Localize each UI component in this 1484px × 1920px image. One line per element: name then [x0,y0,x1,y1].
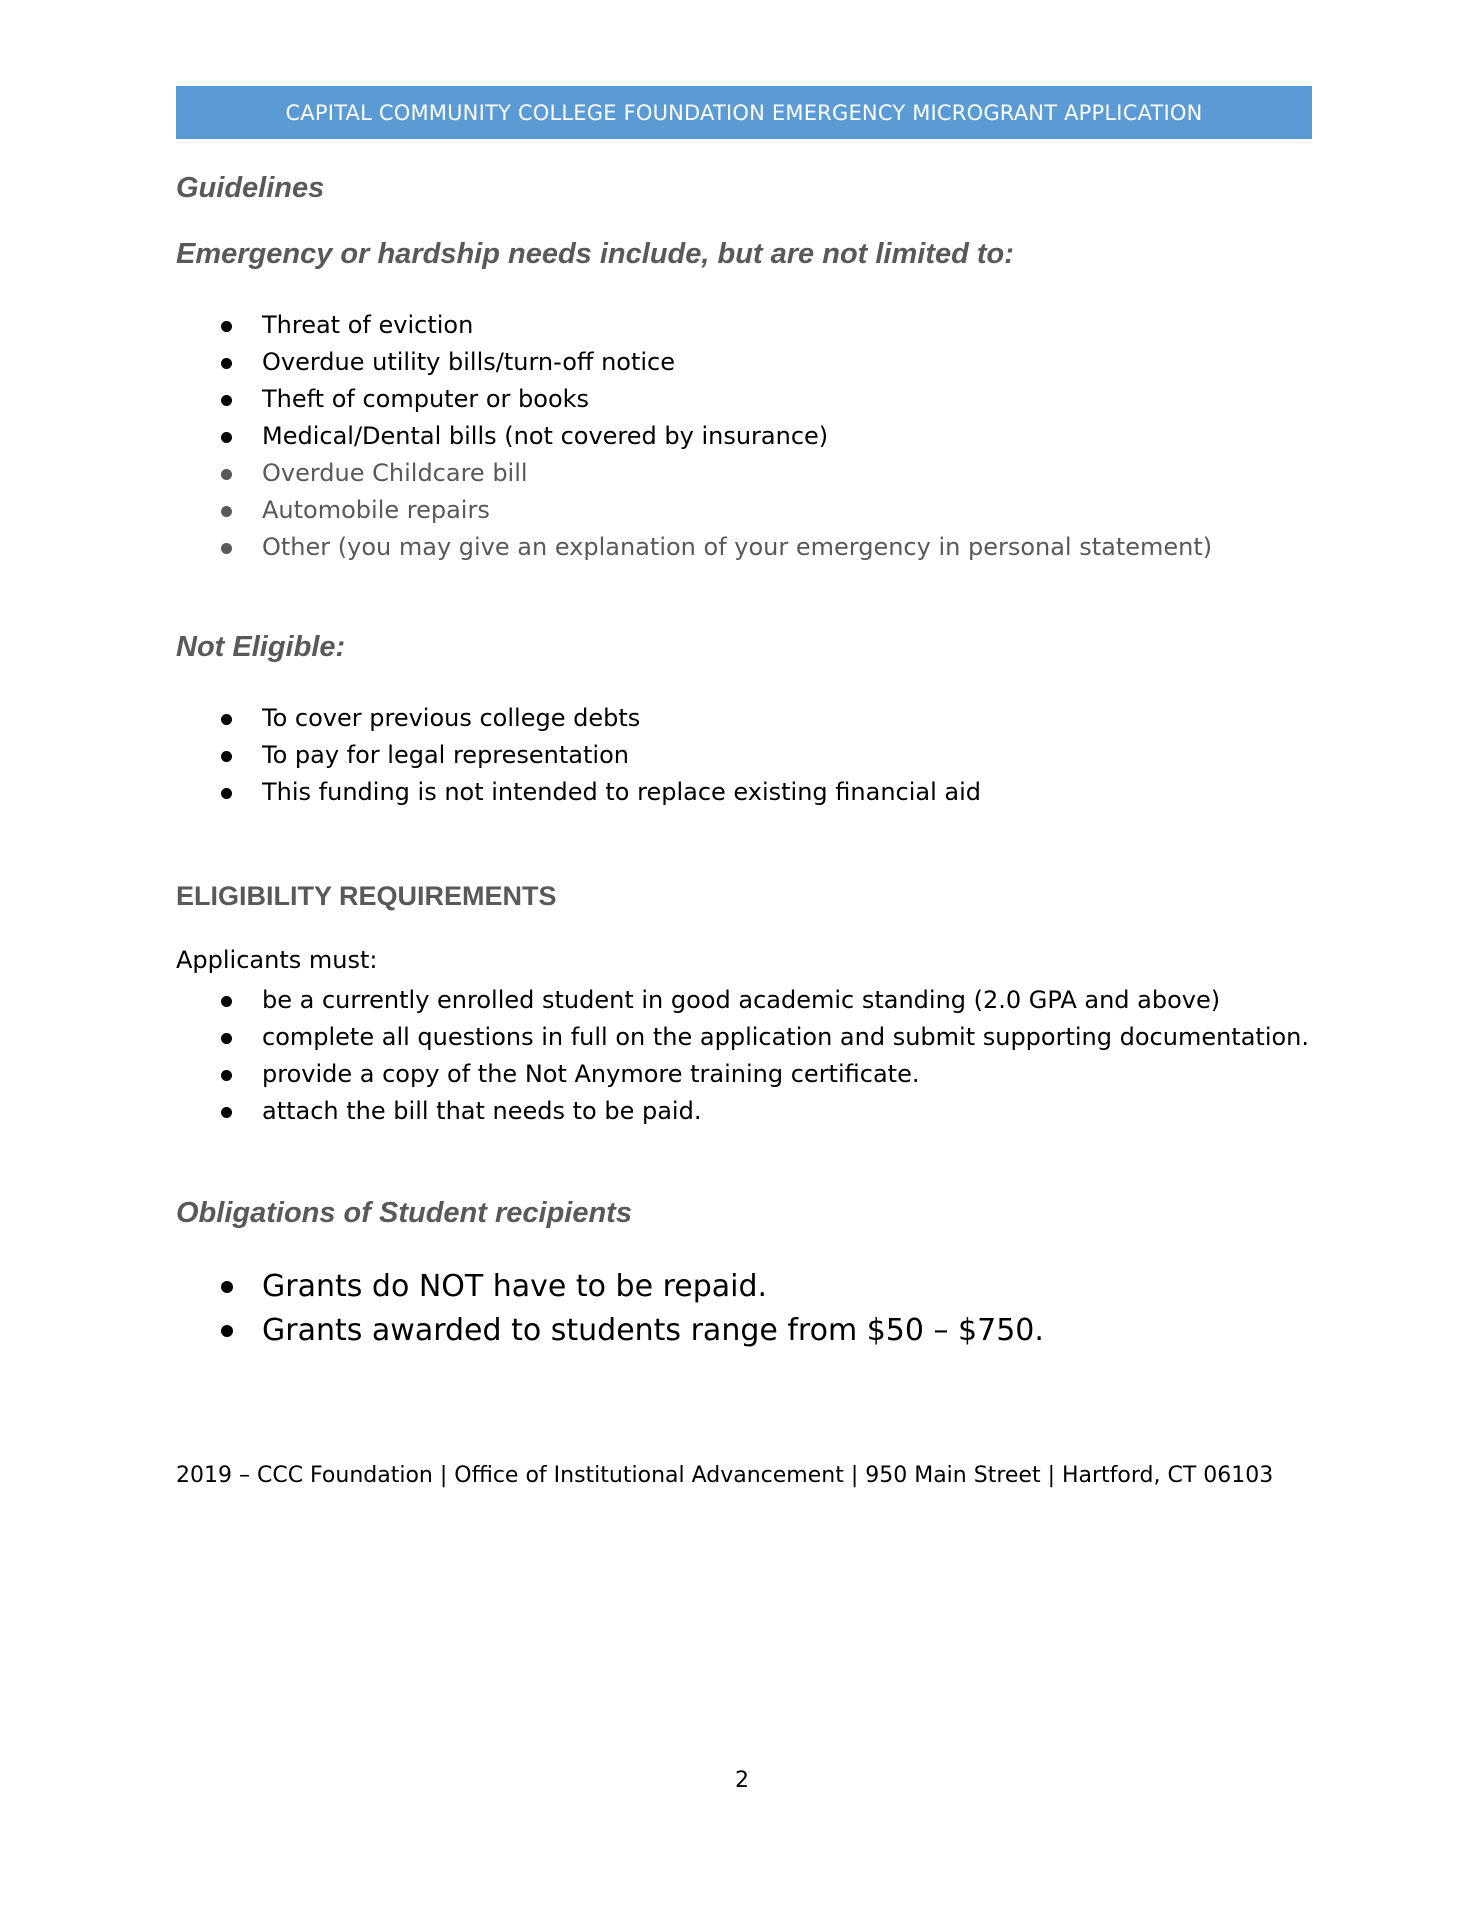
bullet-icon [221,321,232,332]
list-item: Overdue utility bills/turn-off notice [176,344,1212,381]
not-eligible-list [176,700,981,811]
list-item: Overdue Childcare bill [176,455,1212,492]
list-item: be a currently enrolled student in good academic standing (2.0 GPA and above) [176,982,1309,1019]
list-item: Grants awarded to students range from $50 – $750. [176,1309,1044,1353]
list-item: To pay for legal representation [176,737,981,774]
guidelines-heading: Guidelines [176,172,325,204]
list-item: complete all questions in full on the application and submit supporting documentation. [176,1019,1309,1056]
applicants-intro: Applicants must: [176,946,378,974]
bullet-icon [221,714,232,725]
obligations-heading: Obligations of Student recipients [176,1197,632,1229]
footer-address: 2019 – CCC Foundation | Office of Institutional Advancement | 950 Main Street | Hartford, CT 06103 [176,1463,1274,1488]
page-number: 2 [735,1768,749,1793]
hardship-needs-subheading: Emergency or hardship needs include, but are not limited to: [176,238,1014,270]
list-item: Threat of eviction [176,307,1212,344]
bullet-icon [221,751,232,762]
obligations-list [176,1265,1044,1353]
bullet-icon [221,469,232,480]
bullet-icon [221,543,232,554]
list-item: attach the bill that needs to be paid. [176,1093,1309,1130]
bullet-icon [221,1070,232,1081]
list-item: This funding is not intended to replace existing financial aid [176,774,981,811]
bullet-icon [221,358,232,369]
list-item: provide a copy of the Not Anymore training certificate. [176,1056,1309,1093]
list-item: Medical/Dental bills (not covered by insurance) [176,418,1212,455]
bullet-icon [221,395,232,406]
list-item: To cover previous college debts [176,700,981,737]
list-item: Automobile repairs [176,492,1212,529]
eligibility-list [176,982,1309,1130]
header-title: CAPITAL COMMUNITY COLLEGE FOUNDATION EMERGENCY MICROGRANT APPLICATION [285,100,1203,125]
bullet-icon [221,1033,232,1044]
header-banner [176,86,1312,139]
hardship-needs-list [176,307,1212,566]
list-item: Theft of computer or books [176,381,1212,418]
bullet-icon [221,1281,233,1293]
bullet-icon [221,1325,233,1337]
eligibility-heading: ELIGIBILITY REQUIREMENTS [176,881,557,911]
not-eligible-heading: Not Eligible: [176,631,346,663]
list-item: Other (you may give an explanation of your emergency in personal statement) [176,529,1212,566]
bullet-icon [221,788,232,799]
bullet-icon [221,996,232,1007]
bullet-icon [221,1107,232,1118]
bullet-icon [221,432,232,443]
bullet-icon [221,506,232,517]
list-item: Grants do NOT have to be repaid. [176,1265,1044,1309]
